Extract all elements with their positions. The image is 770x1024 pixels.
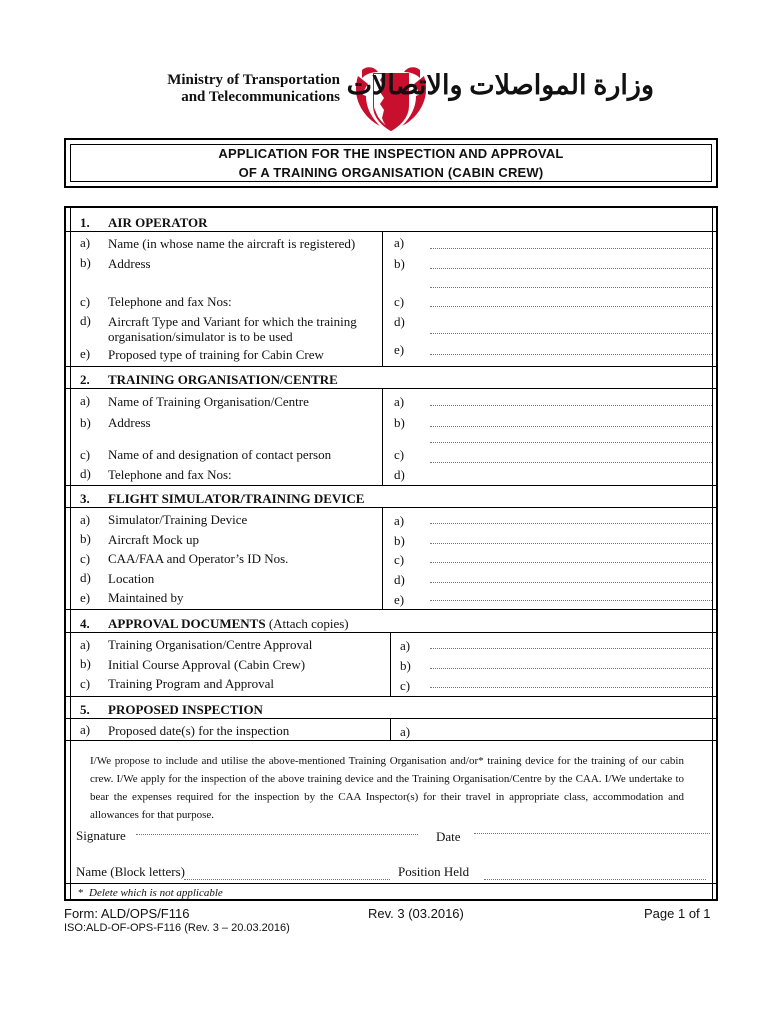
section-4-row-b-answer-label: b) (400, 658, 411, 673)
footer-page-number: Page 1 of 1 (644, 906, 711, 921)
section-2-row-b-answer-field-2[interactable] (430, 442, 712, 443)
section-4-row-c-answer-field[interactable] (430, 687, 712, 688)
footnote (78, 887, 223, 899)
section-3-row-e-letter: e) (80, 590, 91, 605)
section-3-row-d-answer-field[interactable] (430, 582, 712, 583)
form-inner-left-border (70, 208, 71, 899)
section-2-row-b-answer-label: b) (394, 415, 405, 430)
section-1-row-e-answer-field[interactable] (430, 354, 712, 355)
section-5-number: 5. (80, 702, 90, 717)
footnote-text: Delete which is not applicable (89, 887, 223, 899)
section-4-number: 4. (80, 616, 90, 631)
section-4-row-a-answer-label: a) (400, 638, 411, 653)
section-3-row-e-answer-field[interactable] (430, 600, 712, 601)
footnote-asterisk: * (78, 887, 84, 899)
section-1-row-c-letter: c) (80, 294, 91, 309)
section-3-row-a-label: Simulator/Training Device (108, 512, 248, 527)
section-divider (66, 632, 716, 633)
section-3-row-d-answer-label: d) (394, 572, 405, 587)
section-3-row-b-label: Aircraft Mock up (108, 532, 199, 547)
section-3-row-c-answer-field[interactable] (430, 562, 712, 563)
section-divider (66, 883, 716, 884)
section-3-row-b-answer-label: b) (394, 533, 405, 548)
declaration-text: I/We propose to include and utilise the above-mentioned Training Organisation and/or* training device for the training of our cabin crew. I/We apply for the inspection of the above training device and the Training Organisation/Centre by the CAA. I/We undertake to bear the expenses required for the inspection by the CAA Inspector(s) for their travel in appropriate class, accommodation and allowances for that purpose. (90, 755, 684, 821)
footer-iso-code: ISO:ALD-OF-OPS-F116 (Rev. 3 – 20.03.2016) (64, 922, 290, 934)
section-1-row-b-answer-field-2[interactable] (430, 287, 712, 288)
section-3-row-a-letter: a) (80, 512, 91, 527)
signature-label: Signature (76, 828, 126, 843)
section-divider (66, 718, 716, 719)
column-divider (390, 718, 391, 740)
section-1-row-b-label: Address (108, 256, 151, 271)
ministry-name (118, 72, 340, 106)
name-label: Name (Block letters) (76, 864, 186, 879)
section-3-row-c-letter: c) (80, 551, 91, 566)
section-1-row-d-letter: d) (80, 313, 91, 328)
section-2-row-d-answer-label: d) (394, 467, 405, 482)
section-2-row-a-letter: a) (80, 393, 91, 408)
section-1-row-c-label: Telephone and fax Nos: (108, 294, 232, 309)
section-1-row-d-answer-field[interactable] (430, 333, 712, 334)
section-5-row-a-answer-label: a) (400, 724, 411, 739)
section-4-row-b-label: Initial Course Approval (Cabin Crew) (108, 657, 306, 672)
section-1-row-a-label: Name (in whose name the aircraft is registered) (108, 236, 356, 251)
section-3-row-c-label: CAA/FAA and Operator’s ID Nos. (108, 551, 289, 566)
position-field[interactable] (484, 879, 706, 880)
section-2-row-b-answer-field[interactable] (430, 426, 712, 427)
column-divider (390, 632, 391, 696)
section-4-row-a-letter: a) (80, 637, 91, 652)
section-2-row-b-label: Address (108, 415, 151, 430)
section-2-row-c-label: Name of and designation of contact person (108, 447, 332, 462)
section-4-title-text: APPROVAL DOCUMENTS (108, 616, 266, 631)
section-1-row-d-answer-label: d) (394, 314, 405, 329)
date-label: Date (436, 829, 461, 844)
section-3-row-a-answer-field[interactable] (430, 523, 712, 524)
section-4-subtitle: (Attach copies) (265, 616, 349, 631)
position-label: Position Held (398, 864, 470, 879)
section-1-row-a-letter: a) (80, 235, 91, 250)
section-1-row-e-answer-label: e) (394, 342, 405, 357)
ministry-name-line1: Ministry of Transportation (167, 72, 340, 88)
section-1-row-d-label: Aircraft Type and Variant for which the training organisation/simulator is to be used (108, 314, 357, 344)
section-1-row-a-answer-label: a) (394, 235, 405, 250)
section-1-title: AIR OPERATOR (108, 215, 208, 230)
signature-field[interactable] (136, 834, 418, 835)
section-1-row-c-answer-label: c) (394, 294, 405, 309)
section-1-row-e-letter: e) (80, 346, 91, 361)
ministry-name-line2: and Telecommunications (181, 89, 340, 105)
section-5-row-a-letter: a) (80, 722, 91, 737)
section-4-row-c-letter: c) (80, 676, 91, 691)
section-divider (66, 609, 716, 610)
ministry-name-arabic: وزارة المواصلات والاتصالات (346, 70, 654, 100)
footer-form-id: Form: ALD/OPS/F116 (64, 906, 190, 921)
column-divider (382, 388, 383, 485)
form-inner-right-border (712, 208, 713, 899)
section-3-row-c-answer-label: c) (394, 552, 405, 567)
section-4-row-b-answer-field[interactable] (430, 668, 712, 669)
section-divider (66, 507, 716, 508)
section-3-row-b-answer-field[interactable] (430, 543, 712, 544)
section-divider (66, 366, 716, 367)
section-1-row-e-label: Proposed type of training for Cabin Crew (108, 347, 324, 362)
section-2-title: TRAINING ORGANISATION/CENTRE (108, 372, 338, 387)
section-3-row-e-label: Maintained by (108, 590, 184, 605)
section-2-number: 2. (80, 372, 90, 387)
column-divider (382, 231, 383, 366)
section-divider (66, 696, 716, 697)
section-2-row-c-answer-label: c) (394, 447, 405, 462)
section-2-row-a-answer-field[interactable] (430, 405, 712, 406)
section-divider (66, 388, 716, 389)
date-field[interactable] (474, 833, 710, 834)
section-divider (66, 231, 716, 232)
section-divider (66, 485, 716, 486)
section-3-row-a-answer-label: a) (394, 513, 405, 528)
section-1-row-b-letter: b) (80, 255, 91, 270)
application-form (64, 206, 718, 901)
section-1-row-c-answer-field[interactable] (430, 306, 712, 307)
section-2-row-d-label: Telephone and fax Nos: (108, 467, 232, 482)
section-5-title: PROPOSED INSPECTION (108, 702, 263, 717)
section-3-row-d-letter: d) (80, 570, 91, 585)
section-2-row-c-answer-field[interactable] (430, 462, 712, 463)
section-3-row-d-label: Location (108, 571, 155, 586)
section-3-row-b-letter: b) (80, 531, 91, 546)
section-3-row-e-answer-label: e) (394, 592, 405, 607)
section-4-row-a-label: Training Organisation/Centre Approval (108, 637, 313, 652)
section-divider (66, 740, 716, 741)
name-field[interactable] (184, 879, 390, 880)
form-title-box (64, 138, 718, 188)
section-1-number: 1. (80, 215, 90, 230)
section-2-row-a-answer-label: a) (394, 394, 405, 409)
section-2-row-d-letter: d) (80, 466, 91, 481)
section-3-title: FLIGHT SIMULATOR/TRAINING DEVICE (108, 491, 365, 506)
section-1-row-b-answer-label: b) (394, 256, 405, 271)
section-2-row-a-label: Name of Training Organisation/Centre (108, 394, 309, 409)
section-4-row-a-answer-field[interactable] (430, 648, 712, 649)
form-title-line2: OF A TRAINING ORGANISATION (CABIN CREW) (238, 165, 544, 180)
section-4-title (108, 616, 349, 632)
section-4-row-b-letter: b) (80, 656, 91, 671)
section-4-row-c-answer-label: c) (400, 678, 411, 693)
form-title-line1: APPLICATION FOR THE INSPECTION AND APPROVAL (218, 146, 564, 161)
section-2-row-b-letter: b) (80, 415, 91, 430)
section-3-number: 3. (80, 491, 90, 506)
section-1-row-b-answer-field[interactable] (430, 268, 712, 269)
column-divider (382, 507, 383, 609)
section-1-row-a-answer-field[interactable] (430, 248, 712, 249)
footer-revision: Rev. 3 (03.2016) (368, 906, 464, 921)
section-2-row-c-letter: c) (80, 447, 91, 462)
section-4-row-c-label: Training Program and Approval (108, 676, 274, 691)
section-5-row-a-label: Proposed date(s) for the inspection (108, 723, 290, 738)
